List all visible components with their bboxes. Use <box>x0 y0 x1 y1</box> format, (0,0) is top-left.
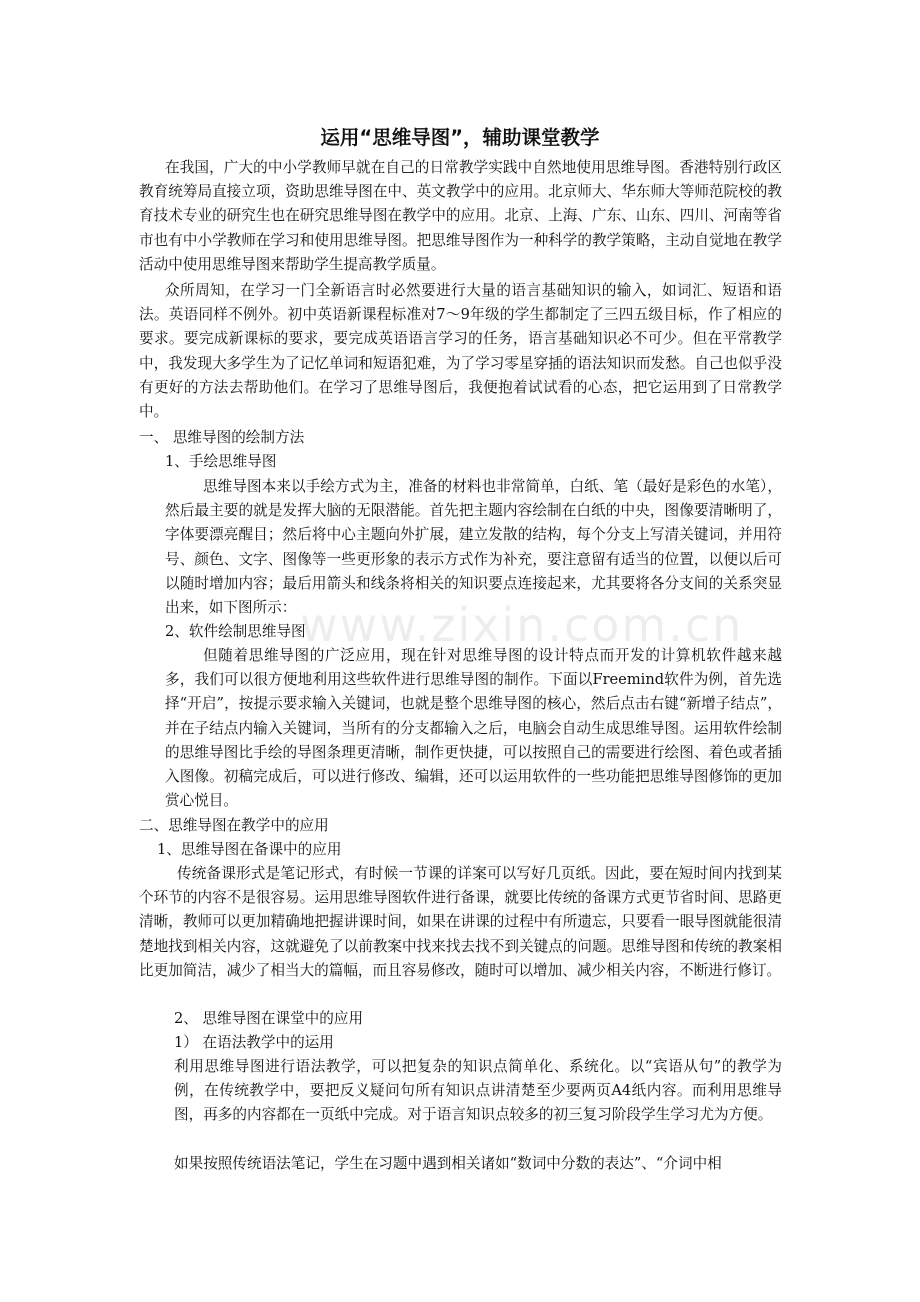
watermark: www.zixin.com.cn <box>300 598 744 652</box>
paragraph-software: 但随着思维导图的广泛应用，现在针对思维导图的设计特点而开发的计算机软件越来越多，我们可以很方便地利用这些软件进行思维导图的制作。下面以Freemind软件为例，首先选择“开启”，按提示要求输入关键词，也就是整个思维导图的核心，然后点击右键“新增子结点”，并在子结点内输入关键词，当所有的分支都输入之后，电脑会自动生成思维导图。运用软件绘制的思维导图比手绘的导图条理更清晰，制作更快捷，可以按照自己的需要进行绘图、着色或者插入图像。初稿完成后，可以进行修改、编辑，还可以运用软件的一些功能把思维导图修饰的更加赏心悦目。 <box>165 647 782 810</box>
subsection-heading-1-1: 1、手绘思维导图 <box>165 453 277 470</box>
paragraph-hand-drawn: 思维导图本来以手绘方式为主，准备的材料也非常简单，白纸、笔（最好是彩色的水笔），然后最主要的就是发挥大脑的无限潜能。首先把主题内容绘制在白纸的中央，图像要清晰明了，字体要漂亮醒目；然后将中心主题向外扩展，建立发散的结构，每个分支上写清关键词，并用符号、颜色、文字、图像等一些更形象的表示方式作为补充，要注意留有适当的位置，以便以后可以随时增加内容；最后用箭头和线条将相关的知识要点连接起来，尤其要将各分支间的关系突显出来，如下图所示： <box>165 478 782 617</box>
document-title: 运用“思维导图”，辅助课堂教学 <box>320 126 600 149</box>
paragraph-intro: 在我国，广大的中小学教师早就在自己的日常教学实践中自然地使用思维导图。香港特别行政区教育统筹局直接立项，资助思维导图在中、英文教学中的应用。北京师大、华东师大等师范院校的教育技术专业的研究生也在研究思维导图在教学中的应用。北京、上海、广东、山东、四川、河南等省市也有中小学教师在学习和使用思维导图。把思维导图作为一种科学的教学策略，主动自觉地在教学活动中使用思维导图来帮助学生提高教学质量。 <box>139 159 782 273</box>
paragraph-background: 众所周知，在学习一门全新语言时必然要进行大量的语言基础知识的输入，如词汇、短语和语法。英语同样不例外。初中英语新课程标准对7～9年级的学生都制定了三四五级目标，作了相应的要求。要完成新课标的要求，要完成英语语言学习的任务，语言基础知识必不可少。但在平常教学中，我发现大多学生为了记忆单词和短语犯难，为了学习零星穿插的语法知识而发愁。自己也似乎没有更好的方法去帮助他们。在学习了思维导图后，我便抱着试试看的心态，把它运用到了日常教学中。 <box>139 282 782 421</box>
section-heading-1: 一、 思维导图的绘制方法 <box>139 429 305 446</box>
subsection-heading-1-2: 2、软件绘制思维导图 <box>165 623 306 640</box>
subsubsection-heading-grammar: 1） 在语法教学中的运用 <box>174 1034 334 1051</box>
paragraph-traditional-notes: 如果按照传统语法笔记，学生在习题中遇到相关诸如“数词中分数的表达”、“介词中相 <box>174 1155 722 1172</box>
subsection-heading-2-2: 2、 思维导图在课堂中的应用 <box>174 1010 364 1027</box>
subsection-heading-2-1: 1、思维导图在备课中的应用 <box>157 841 342 858</box>
paragraph-grammar: 利用思维导图进行语法教学，可以把复杂的知识点简单化、系统化。以“宾语从句”的教学为例，在传统教学中，要把反义疑问句所有知识点讲清楚至少要两页A4纸内容。而利用思维导图，再多的内容都在一页纸中完成。对于语言知识点较多的初三复习阶段学生学习尤为方便。 <box>174 1058 782 1124</box>
section-heading-2: 二、思维导图在教学中的应用 <box>139 817 329 834</box>
paragraph-lesson-prep: 传统备课形式是笔记形式，有时候一节课的详案可以写好几页纸。因此，要在短时间内找到某个环节的内容不是很容易。运用思维导图软件进行备课，就要比传统的备课方式更节省时间、思路更清晰，教师可以更加精确地把握讲课时间，如果在讲课的过程中有所遗忘，只要看一眼导图就能很清楚地找到相关内容，这就避免了以前教案中找来找去找不到关键点的问题。思维导图和传统的教案相比更加简洁，减少了相当大的篇幅，而且容易修改，随时可以增加、减少相关内容，不断进行修订。 <box>139 865 782 979</box>
